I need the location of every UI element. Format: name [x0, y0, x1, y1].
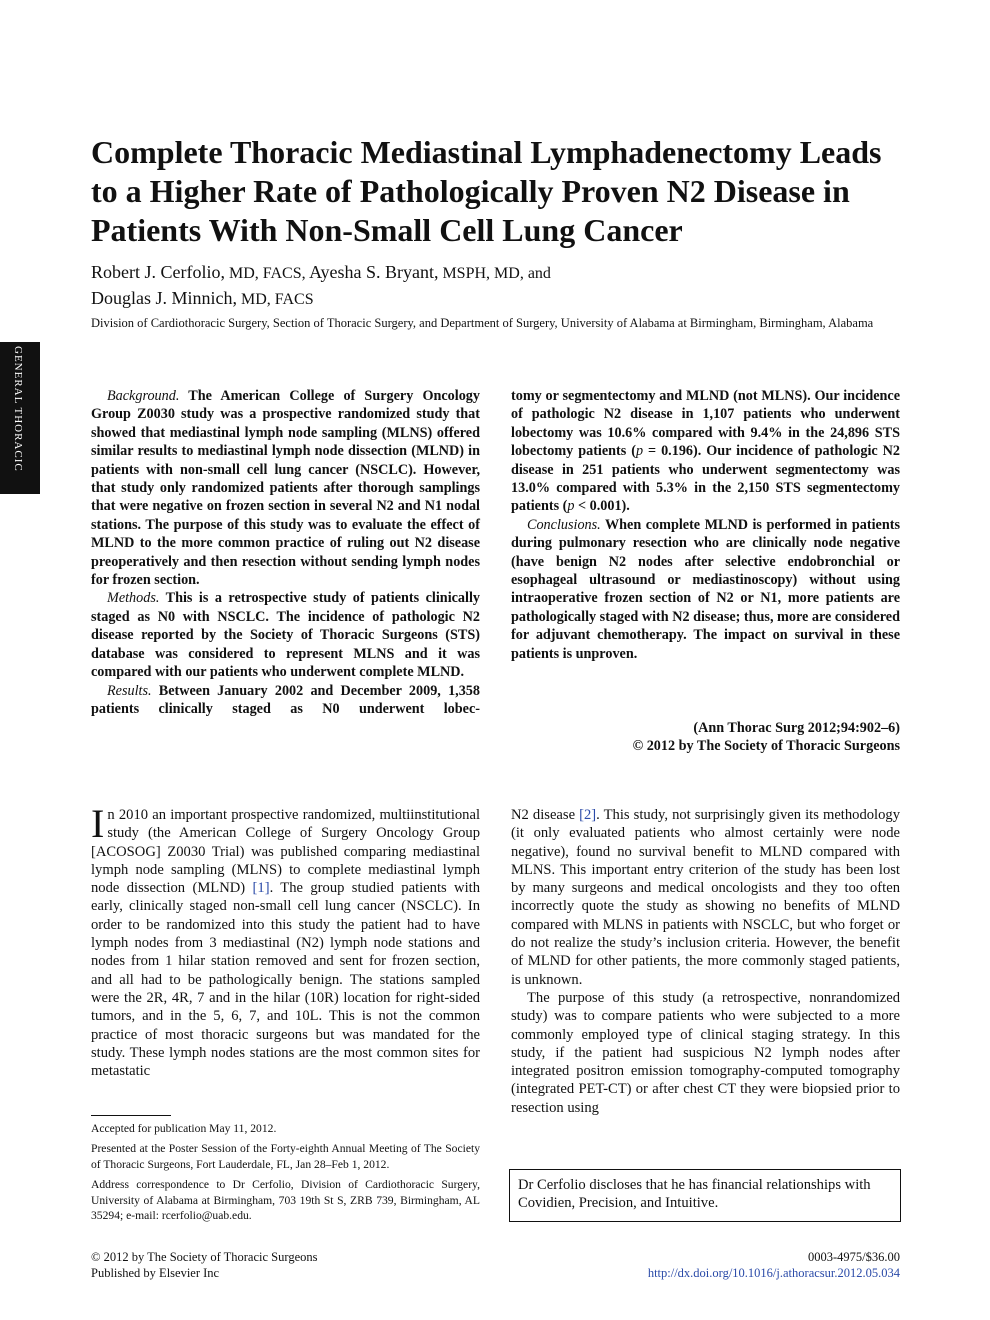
abstract-label: Conclusions. [527, 516, 601, 533]
abstract-results-cont: tomy or segmentectomy and MLND (not MLNS). Our incidence of pathologic N2 disease in 1,107 patients who underwent lobectomy was 10.6% compared with 9.4% in the 24,896 STS lobectomy patients (p = 0.196). Our incidence of pathologic N2 disease in 251 patients who underwent segmentectomy was 13.0% compared with 5.3% in the 2,150 STS segmentectomy patients (p < 0.001). [511, 388, 900, 515]
abstract-methods: Methods. This is a retrospective study of patients clinically staged as N0 with NSCLC. The incidence of pathologic N2 disease reported by the Society of Thoracic Surgeons (STS) database was considered to represent MLNS and it was compared with our patients who underwent complete MLND. [91, 590, 480, 681]
author-name: Ayesha S. Bryant, [305, 262, 439, 282]
footnotes [91, 1121, 480, 1228]
footnote-accepted: Accepted for publication May 11, 2012. [91, 1122, 277, 1135]
doi-link[interactable]: http://dx.doi.org/10.1016/j.athoracsur.2012.05.034 [647, 1265, 900, 1280]
abstract-conclusions: Conclusions. When complete MLND is performed in patients during pulmonary resection who are clinically node negative (have benign N2 nodes after selective endobronchial or esophageal ultrasound or mediastinoscopy) without using intraoperative frozen section of N2 or N1, more patients are pathologically staged with N2 disease; thus, more are considered for adjuvant chemotherapy. The impact on survival in these patients is unproven. [511, 516, 900, 662]
footer-copyright: © 2012 by The Society of Thoracic Surgeons [91, 1250, 318, 1264]
footer-right [511, 1250, 900, 1281]
article-title: Complete Thoracic Mediastinal Lymphadenectomy Leads to a Higher Rate of Pathologically Proven N2 Disease in Patients With Non-Small Cell Lung Cancer [91, 134, 882, 248]
footer-issn: 0003-4975/$36.00 [807, 1250, 900, 1264]
footnote-presented: Presented at the Poster Session of the Forty-eighth Annual Meeting of The Society of Thoracic Surgeons, Fort Lauderdale, FL, Jan 28–Feb 1, 2012. [91, 1142, 480, 1171]
journal-citation: (Ann Thorac Surg 2012;94:902–6) [693, 720, 900, 736]
abstract-background: Background. The American College of Surgery Oncology Group Z0030 study was a prospective randomized study that showed that mediastinal lymph node sampling (MLNS) offered similar results to mediastinal lymph node dissection (MLND) in patients with non-small cell lung cancer (NSCLC). However, that study only randomized patients after thorough samplings that were negative on frozen section in several N2 and N1 nodal stations. The purpose of this study was to evaluate the effect of MLND to the more common practice of ruling out N2 disease preoperatively and then resection without sending lymph nodes for frozen section. [91, 388, 480, 589]
author-degrees: MSPH, MD, [438, 265, 524, 282]
affiliation: Division of Cardiothoracic Surgery, Section of Thoracic Surgery, and Department of Surgery, University of Alabama at Birmingham, Birmingham, Alabama [91, 316, 874, 330]
footnote-divider [91, 1115, 171, 1116]
abstract-label: Results. [107, 682, 152, 699]
abstract-right-column [511, 387, 900, 663]
author-degrees: MD, FACS [237, 291, 314, 308]
footer-left [91, 1250, 480, 1281]
body-left-column [91, 801, 481, 1080]
author-name: Douglas J. Minnich, [91, 288, 237, 308]
author-and: and [523, 265, 551, 282]
footer-publisher: Published by Elsevier Inc [91, 1265, 220, 1280]
abstract-label: Methods. [107, 590, 160, 607]
disclosure-box: Dr Cerfolio discloses that he has financial relationships with Covidien, Precision, and Intuitive. [509, 1169, 901, 1222]
reference-link[interactable]: [2] [579, 807, 597, 823]
section-tab [0, 342, 40, 494]
author-list [91, 260, 891, 312]
footnote-address: Address correspondence to Dr Cerfolio, Division of Cardiothoracic Surgery, University of Alabama at Birmingham, 703 19th St S, ZRB 739, Birmingham, AL 35294; e-mail: rcerfolio@uab.edu. [91, 1178, 480, 1223]
reference-link[interactable]: [1] [252, 880, 270, 897]
body-paragraph: The purpose of this study (a retrospective, nonrandomized study) was to compare patients who were subjected to a more commonly employed type of clinical staging strategy. In this study, if the patient had suspicious N2 lymph nodes after integrated positron emission tomography-computed tomography (integrated PET-CT) or after chest CT they were biopsied prior to resection using [511, 989, 900, 1116]
section-tab-label: GENERAL THORACIC [12, 346, 24, 472]
body-paragraph: In 2010 an important prospective randomized, multiinstitutional study (the American College of Surgery Oncology Group [ACOSOG] Z0030 Trial) was published comparing mediastinal lymph node sampling (MLNS) to complete mediastinal lymph node dissection (MLND) [1]. The group studied patients with early, clinically staged non-small cell lung cancer (NSCLC). In order to be randomized into this study the patient had to have lymph nodes from 3 mediastinal (N2) lymph node stations and nodes from 1 hilar station removed and sent for frozen section, and all had to be pathologically benign. The stations sampled were the 2R, 4R, 7 and in the hilar (10R) location for right-sided tumors, and in the 5, 6, 7, and 10L. This is not the common practice of most thoracic surgeons but was mandated for the study. These lymph nodes stations are the most common sites for metastatic [91, 801, 481, 1080]
abstract-left-column [91, 387, 480, 718]
body-right-column [511, 806, 900, 1117]
abstract-label: Background. [107, 388, 180, 404]
drop-cap: I [91, 801, 105, 846]
author-name: Robert J. Cerfolio, [91, 262, 225, 282]
body-paragraph: N2 disease [2]. This study, not surprisingly given its methodology (it only evaluated patients who almost certainly were node negative), found no survival benefit to MLND compared with MLNS. This important entry criterion of the study has been lost by many surgeons and medical oncologists and they too often incorrectly quote the study as showing no benefits of MLND compared with MLNS in patients with NSCLC, but who forget or do not realize the study’s inclusion criteria. However, the benefit of MLND for other patients, the more commonly staged patients, is unknown. [511, 807, 900, 988]
author-degrees: MD, FACS, [224, 265, 306, 282]
abstract-copyright: © 2012 by The Society of Thoracic Surgeons [632, 738, 900, 755]
citation-block [511, 719, 900, 756]
abstract-results-start: Results. Between January 2002 and December 2009, 1,358 patients clinically staged as N0 underwent lobec- [91, 682, 480, 717]
